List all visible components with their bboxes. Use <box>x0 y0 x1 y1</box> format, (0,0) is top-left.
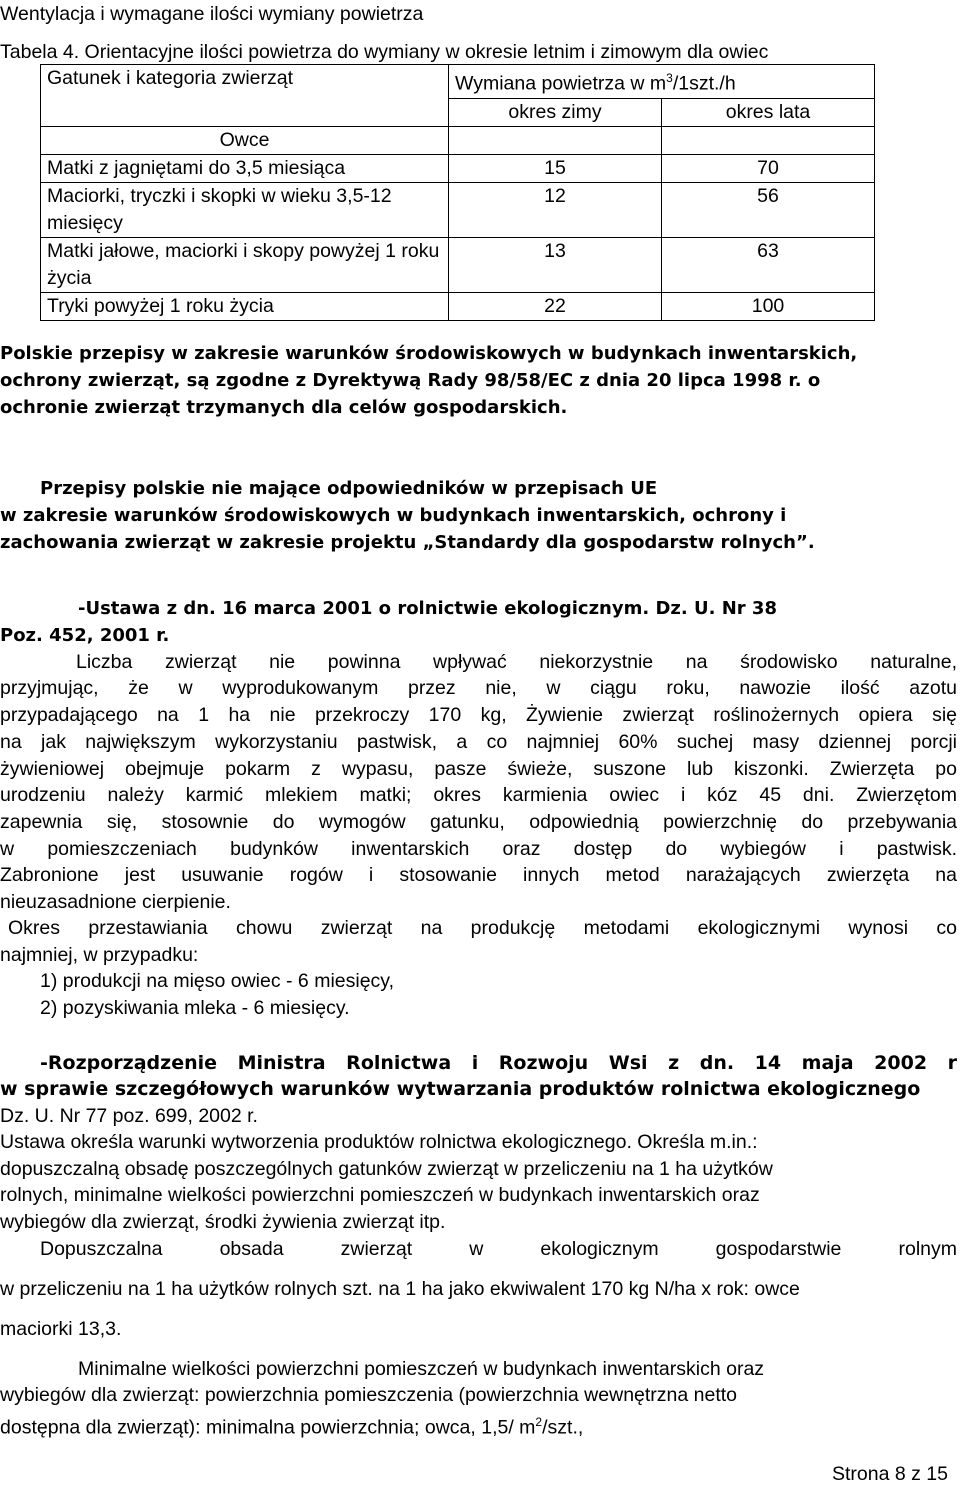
act-body-line: Zabronione jest usuwanie rogów i stosowanie innych metod narażających zwierzęta na <box>0 864 957 886</box>
regulation-body-line: wybiegów dla zwierząt, środki żywienia zwierząt itp. <box>0 1211 446 1233</box>
min-area-line-3: dostępna dla zwierząt): minimalna powierzchnia; owca, 1,5/ $m^2$/szt., <box>0 1415 584 1439</box>
section-title: Wentylacja i wymagane ilości wymiany powietrza <box>0 3 424 25</box>
air-exchange-table <box>40 64 875 321</box>
regulation-title-line-2: w sprawie szczegółowych warunków wytwarzania produktów rolnictwa ekologicznego <box>0 1078 921 1100</box>
eu-compliance-line-2: ochrony zwierząt, są zgodne z Dyrektywą Rady 98/58/EC z dnia 20 lipca 1998 r. o <box>0 370 821 391</box>
regulation-body-line: rolnych, minimalne wielkości powierzchni pomieszczeń w budynkach inwentarskich oraz <box>0 1184 760 1206</box>
act-body-line: Liczba zwierząt nie powinna wpływać niekorzystnie na środowisko naturalne, <box>76 651 957 673</box>
min-area-line-1: Minimalne wielkości powierzchni pomieszczeń w budynkach inwentarskich oraz <box>78 1358 765 1380</box>
table-row: Maciorki, tryczki i skopki w wieku 3,5-12 miesięcy 12 56 <box>41 182 875 237</box>
pl-rules-line-2: w zakresie warunków środowiskowych w budynkach inwentarskich, ochrony i <box>0 505 787 526</box>
act-body-line: w pomieszczeniach budynków inwentarskich oraz dostęp do wybiegów i pastwisk. <box>0 838 957 860</box>
eu-compliance-line-1: Polskie przepisy w zakresie warunków środowiskowych w budynkach inwentarskich, <box>0 343 858 364</box>
min-area-line-2: wybiegów dla zwierząt: powierzchnia pomieszczenia (powierzchnia wewnętrzna netto <box>0 1384 738 1406</box>
regulation-title-line-1: -Rozporządzenie Ministra Rolnictwa i Rozwoju Wsi z dn. 14 maja 2002 r <box>40 1052 957 1074</box>
table-header-exchange: Wymiana powietrza w $m^3/1szt./h$ <box>449 65 875 99</box>
stocking-line-3: maciorki 13,3. <box>0 1318 122 1340</box>
table-header-winter: okres zimy <box>449 98 662 126</box>
table-group-label: Owce <box>41 126 449 154</box>
table-row: Matki z jagniętami do 3,5 miesiąca 15 70 <box>41 154 875 182</box>
eu-compliance-line-3: ochronie zwierząt trzymanych dla celów gospodarskich. <box>0 397 568 418</box>
conversion-period-line: najmniej, w przypadku: <box>0 944 199 966</box>
table-row: Tryki powyżej 1 roku życia 22 100 <box>41 292 875 320</box>
act-body-line: przypadającego na 1 ha nie przekroczy 170 kg, Żywienie zwierząt roślinożernych opiera się <box>0 704 957 726</box>
stocking-line-1: Dopuszczalna obsada zwierząt w ekologicznym gospodarstwie rolnym <box>40 1238 957 1260</box>
act-title-line-1: -Ustawa z dn. 16 marca 2001 o rolnictwie ekologicznym. Dz. U. Nr 38 <box>78 598 777 619</box>
table-header-summer: okres lata <box>662 98 875 126</box>
act-title-line-2: Poz. 452, 2001 r. <box>0 625 170 646</box>
pl-rules-line-1: Przepisy polskie nie mające odpowiedników w przepisach UE <box>40 478 658 499</box>
conversion-period-line: Okres przestawiania chowu zwierząt na produkcję metodami ekologicznymi wynosi co <box>8 917 957 939</box>
act-body-line: na jak największym wykorzystaniu pastwisk, a co najmniej 60% suchej masy dziennej porcji <box>0 731 957 753</box>
pl-rules-line-3: zachowania zwierząt w zakresie projektu „Standardy dla gospodarstw rolnych”. <box>0 532 815 553</box>
act-body-line: urodzeniu należy karmić mlekiem matki; okres karmienia owiec i kóz 45 dni. Zwierzętom <box>0 784 957 806</box>
page-number: Strona 8 z 15 <box>832 1463 948 1485</box>
regulation-body-line: Ustawa określa warunki wytworzenia produktów rolnictwa ekologicznego. Określa m.in.: <box>0 1131 758 1153</box>
list-item: 2) pozyskiwania mleka - 6 miesięcy. <box>40 997 350 1019</box>
regulation-body-line: dopuszczalną obsadę poszczególnych gatunków zwierząt w przeliczeniu na 1 ha użytków <box>0 1158 773 1180</box>
act-body-line: zapewnia się, stosownie do wymogów gatunku, odpowiednią powierzchnię do przebywania <box>0 811 957 833</box>
table-caption: Tabela 4. Orientacyjne ilości powietrza do wymiany w okresie letnim i zimowym dla owiec <box>0 41 769 63</box>
list-item: 1) produkcji na mięso owiec - 6 miesięcy, <box>40 970 395 992</box>
act-body-line: żywieniowej obejmuje pokarm z wypasu, pasze świeże, suszone lub kiszonki. Zwierzęta po <box>0 758 957 780</box>
table-row: Matki jałowe, maciorki i skopy powyżej 1 roku życia 13 63 <box>41 237 875 292</box>
stocking-line-2: w przeliczeniu na 1 ha użytków rolnych szt. na 1 ha jako ekwiwalent 170 kg N/ha x rok: owce <box>0 1278 800 1300</box>
act-body-line: przyjmując, że w wyprodukowanym przez nie, w ciągu roku, nawozie ilość azotu <box>0 677 957 699</box>
act-body-line: nieuzasadnione cierpienie. <box>0 891 231 913</box>
table-header-category: Gatunek i kategoria zwierząt <box>41 65 449 127</box>
regulation-ref: Dz. U. Nr 77 poz. 699, 2002 r. <box>0 1105 258 1127</box>
